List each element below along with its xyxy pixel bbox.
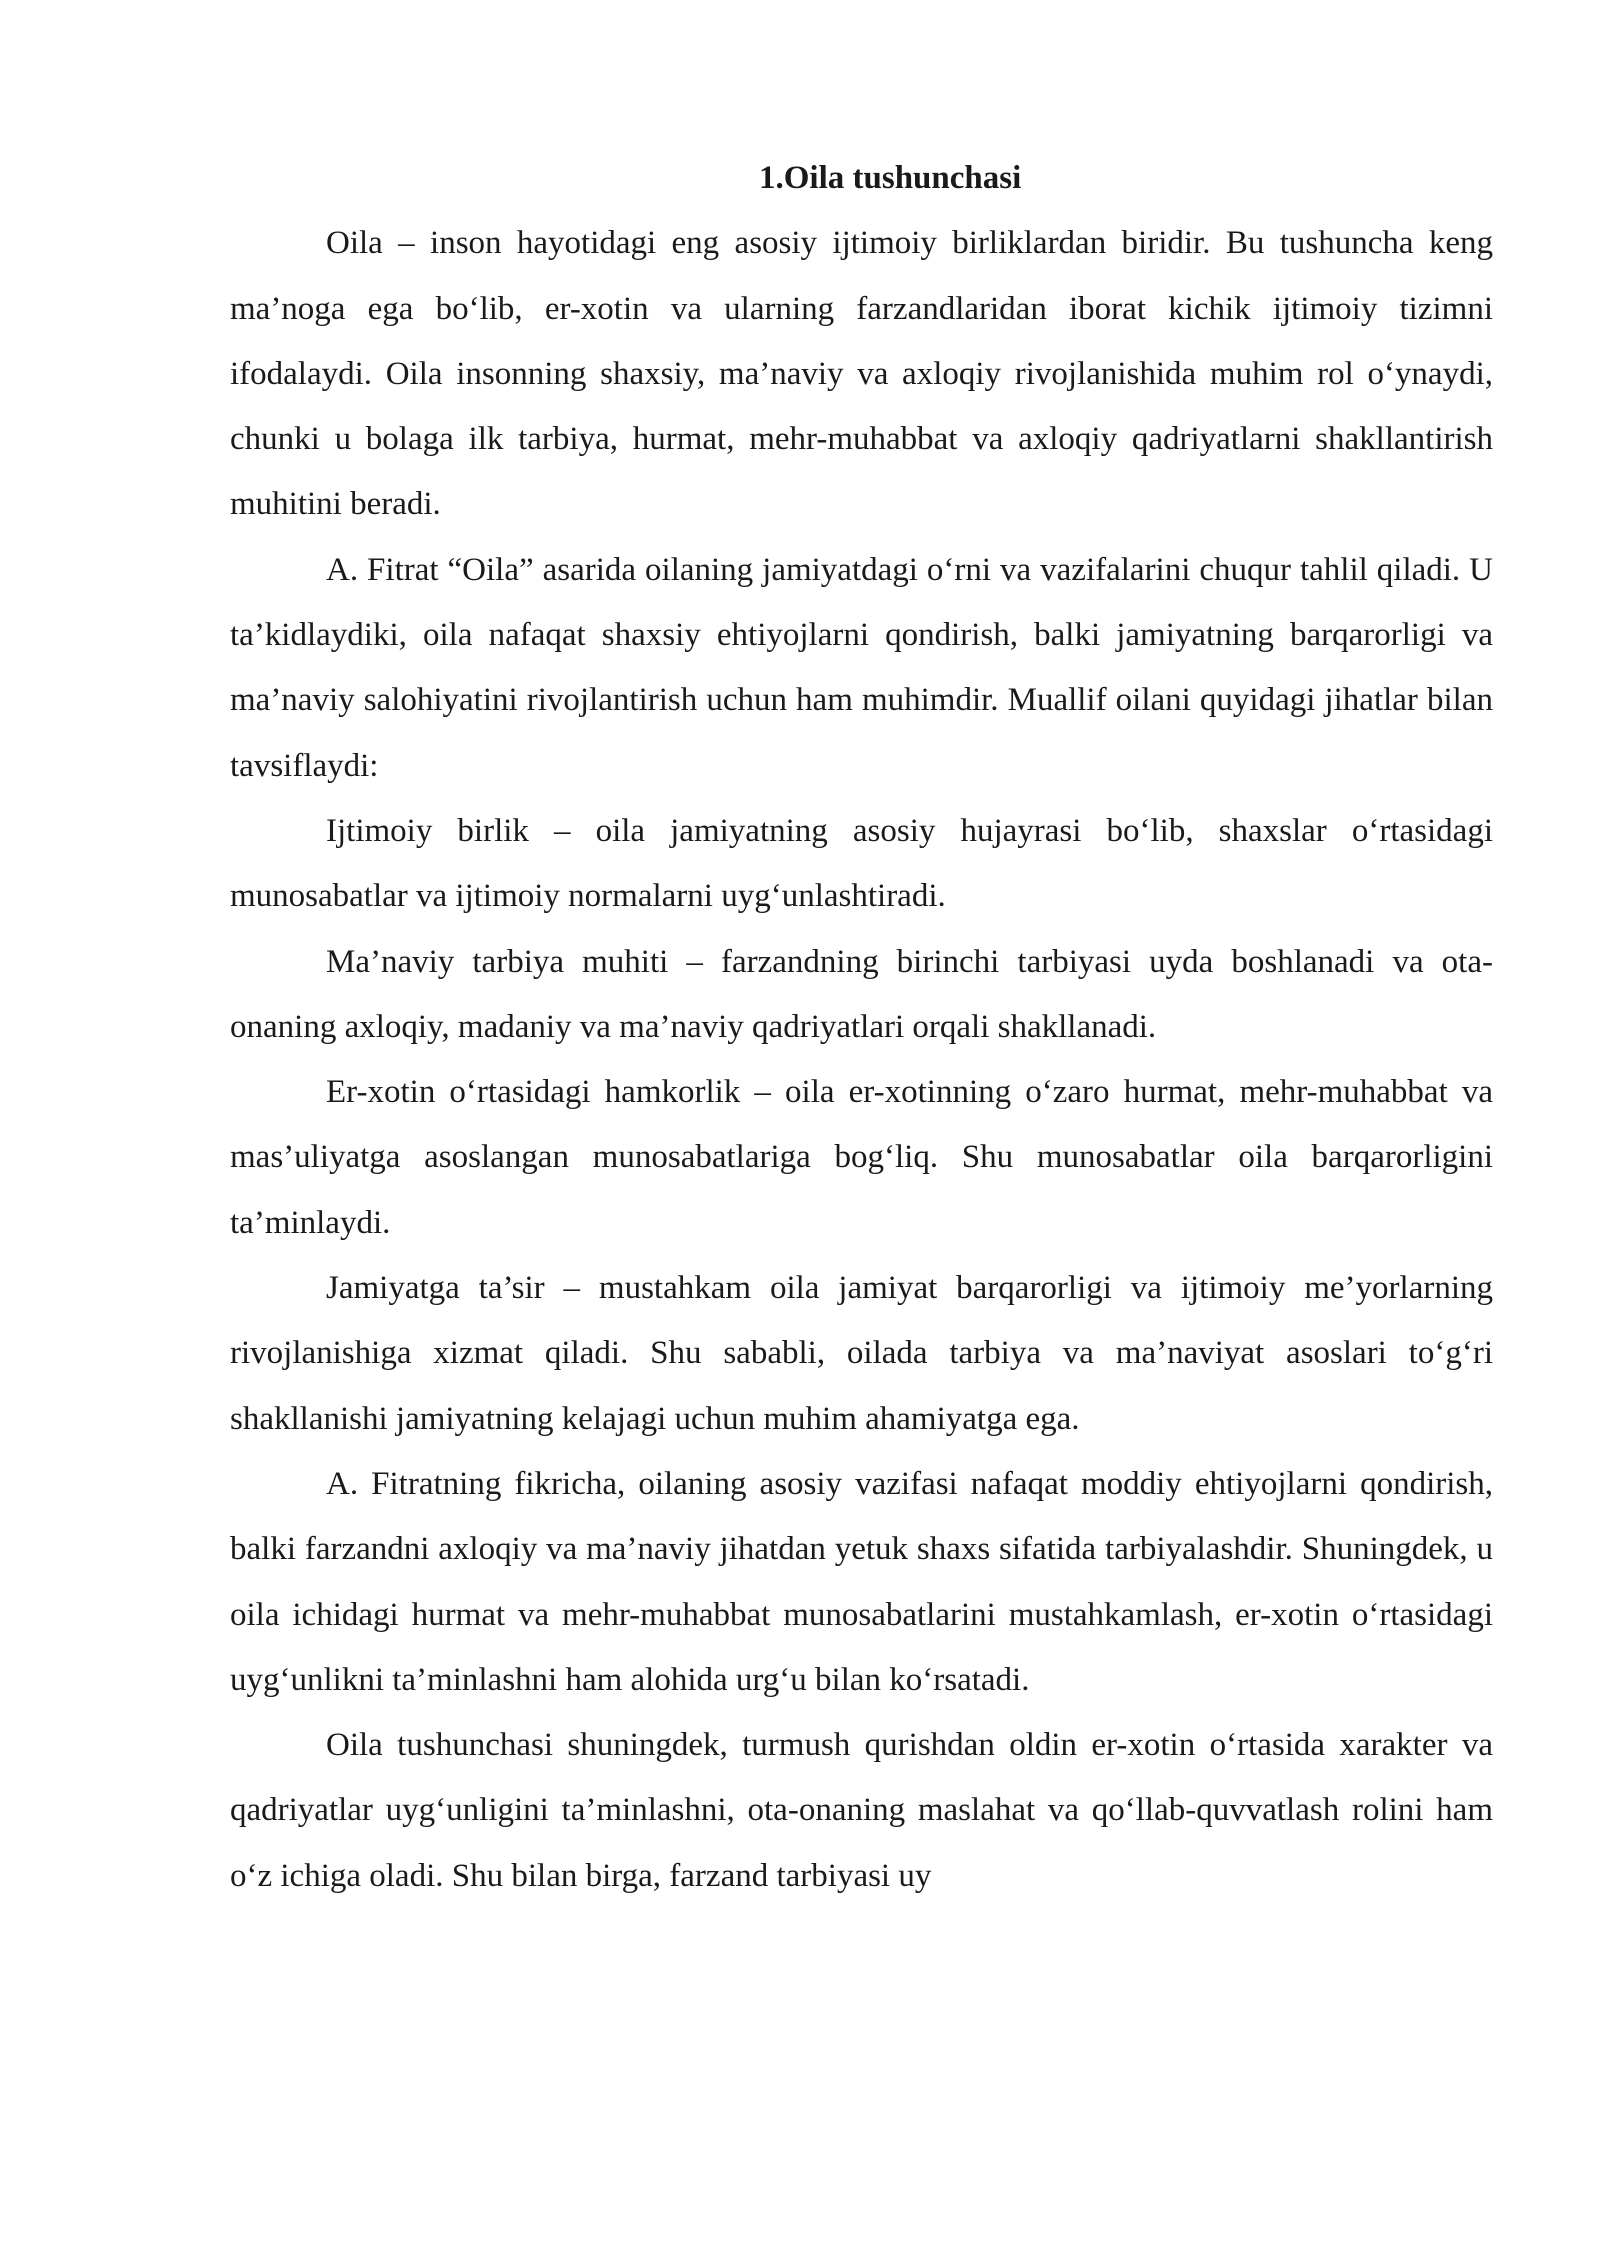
paragraph-2: A. Fitrat “Oila” asarida oilaning jamiyatdagi o‘rni va vazifalarini chuqur tahlil qiladi. U ta’kidlaydiki, oila nafaqat shaxsiy ehtiyojlarni qondirish, balki jamiyatning barqarorligi va ma’naviy salohiyatini rivojlantirish uchun ham muhimdir. Muallif oilani quyidagi jihatlar bilan tavsiflaydi: [230,551,1493,784]
paragraph-3: Ijtimoiy birlik – oila jamiyatning asosiy hujayrasi bo‘lib, shaxslar o‘rtasidagi munosabatlar va ijtimoiy normalarni uyg‘unlashtiradi. [230,812,1493,915]
section-title: 1.Oila tushunchasi [759,160,1022,196]
paragraph-5: Er-xotin o‘rtasidagi hamkorlik – oila er-xotinning o‘zaro hurmat, mehr-muhabbat va mas’uliyatga asoslangan munosabatlariga bog‘liq. Shu munosabatlar oila barqarorligini ta’minlaydi. [230,1074,1493,1241]
paragraph-1: Oila – inson hayotidagi eng asosiy ijtimoiy birliklardan biridir. Bu tushuncha keng ma’noga ega bo‘lib, er-xotin va ularning farzandlaridan iborat kichik ijtimoiy tizimni ifodalaydi. Oila insonning shaxsiy, ma’naviy va axloqiy rivojlanishida muhim rol o‘ynaydi, chunki u bolaga ilk tarbiya, hurmat, mehr-muhabbat va axloqiy qadriyatlarni shakllantirish muhitini beradi. [230,225,1493,523]
paragraph-4: Ma’naviy tarbiya muhiti – farzandning birinchi tarbiyasi uyda boshlanadi va ota-onaning axloqiy, madaniy va ma’naviy qadriyatlari orqali shakllanadi. [230,943,1493,1045]
paragraph-7: A. Fitratning fikricha, oilaning asosiy vazifasi nafaqat moddiy ehtiyojlarni qondirish, balki farzandni axloqiy va ma’naviy jihatdan yetuk shaxs sifatida tarbiyalashdir. Shuningdek, u oila ichidagi hurmat va mehr-muhabbat munosabatlarini mustahkamlash, er-xotin o‘rtasidagi uyg‘unlikni ta’minlashni ham alohida urg‘u bilan ko‘rsatadi. [230,1465,1493,1698]
paragraph-8: Oila tushunchasi shuningdek, turmush qurishdan oldin er-xotin o‘rtasida xarakter va qadriyatlar uyg‘unligini ta’minlashni, ota-onaning maslahat va qo‘llab-quvvatlash rolini ham o‘z ichiga oladi. Shu bilan birga, farzand tarbiyasi uy [230,1727,1493,1894]
document-body [230,146,1493,1909]
paragraph-6: Jamiyatga ta’sir – mustahkam oila jamiyat barqarorligi va ijtimoiy me’yorlarning rivojlanishiga xizmat qiladi. Shu sababli, oilada tarbiya va ma’naviyat asoslari to‘g‘ri shakllanishi jamiyatning kelajagi uchun muhim ahamiyatga ega. [230,1270,1493,1437]
